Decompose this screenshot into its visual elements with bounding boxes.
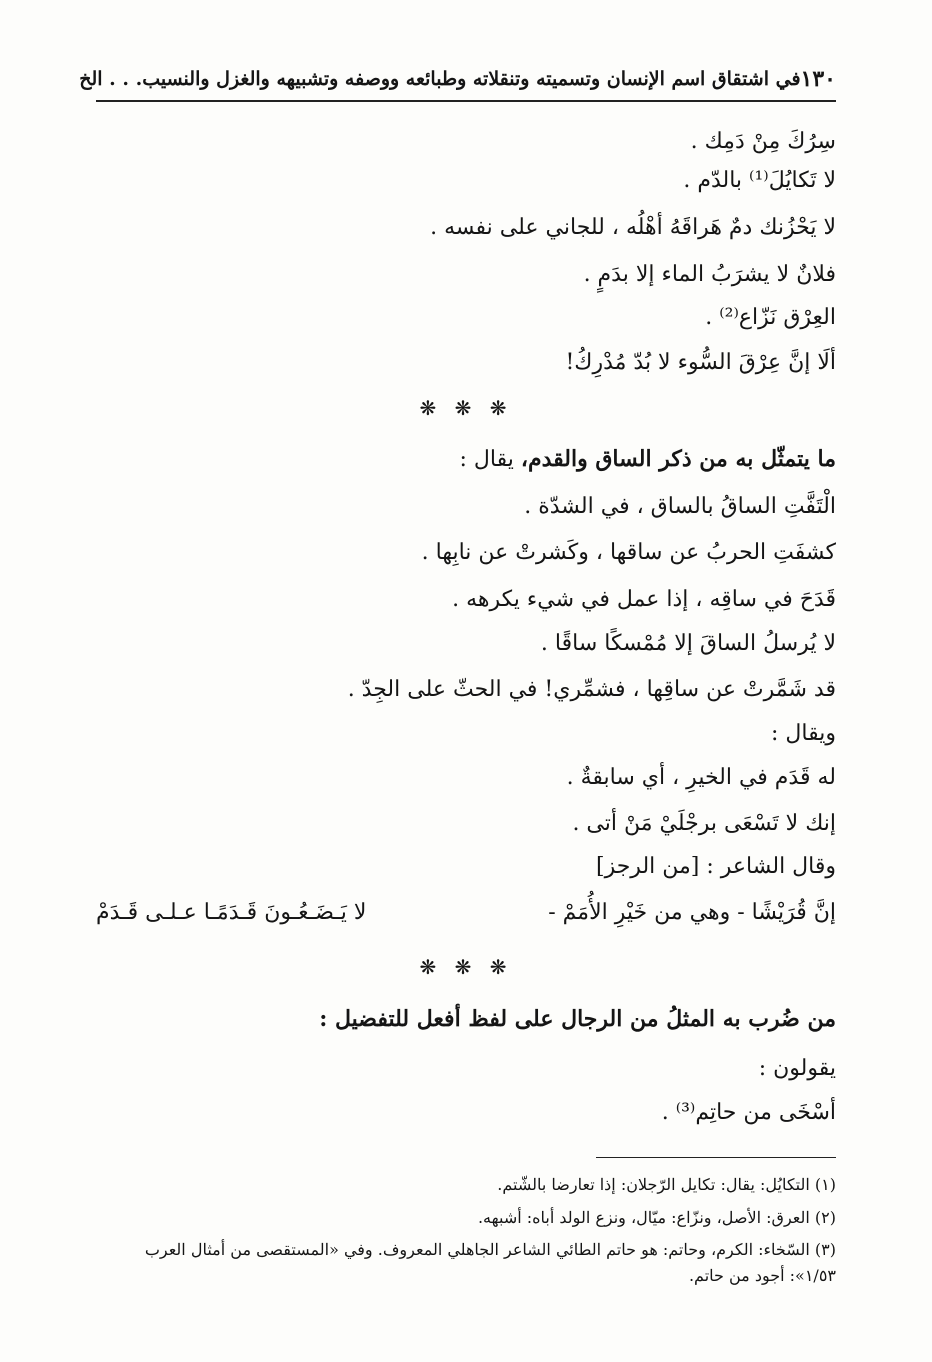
footnote-text: السّخاء: الكرم، وحاتم: هو حاتم الطائي الشاعر الجاهلي المعروف. وفي «المستقصى من أمثال العرب ١/٥٣»: أجود من حاتم. — [144, 1240, 836, 1285]
proverb-line: الْتَفَّتِ الساقُ بالساق ، في الشدّة . — [524, 494, 836, 519]
section-heading: من ضُرب به المثلُ من الرجال على لفظ أفعل للتفضيل : — [319, 1006, 836, 1032]
proverb-line: له قَدَم في الخيرِ ، أي سابقةٌ . — [566, 765, 836, 790]
section-heading — [96, 444, 836, 475]
verse-line — [96, 898, 836, 928]
proverb-line: العِرْق نَزّاع⁽²⁾ . — [705, 305, 836, 330]
verse-first-hemistich: إنَّ قُرَيْشًا - وهي من خَيْرِ الأُمَمْ - — [548, 900, 836, 925]
page-header — [79, 58, 836, 102]
footnote — [96, 1237, 836, 1289]
proverb-line: ألَا إنَّ عِرْقَ السُّوء لا بُدّ مُدْرِكُ! — [565, 350, 836, 375]
proverb-line: كشفَتِ الحربُ عن ساقها ، وكَشرتْ عن نابِها . — [421, 540, 836, 565]
proverb-line: فلانٌ لا يشرَبُ الماء إلا بدَمٍ . — [583, 262, 836, 287]
proverb-line: أسْخَى من حاتِم⁽³⁾ . — [661, 1100, 836, 1125]
proverb-line: لا يَحْزُنك دمٌ هَراقَهُ أهْلُه ، للجاني على نفسه . — [430, 215, 836, 240]
footnote-text: العرق: الأصل، ونزّاع: ميّال، ونزع الولد أباه: أشبهه. — [477, 1208, 810, 1227]
proverb-line: قَدَحَ في ساقِه ، إذا عمل في شيء يكرهه . — [452, 587, 836, 612]
footnote-number: (٢) — [814, 1208, 836, 1227]
poet-attribution: وقال الشاعر : [من الرجز] — [595, 854, 836, 879]
proverb-line: سِرُكَ مِنْ دَمِك . — [690, 129, 836, 154]
section-separator: ❋ ❋ ❋ — [419, 955, 513, 979]
verse-second-hemistich: لا يَـضَـعُـونَ قَـدَمًـا عـلـى قَـدَمْ — [96, 900, 367, 925]
proverb-line: إنك لا تَسْعَى برجْلَيْ مَنْ أتى . — [572, 811, 836, 836]
section-heading-tail: يقال : — [459, 447, 521, 472]
section-heading-label: ما يتمثّل به من ذكر الساق والقدم، — [520, 446, 836, 472]
running-title: في اشتقاق اسم الإنسان وتسميته وتنقلاته وطبائعه ووصفه وتشبيهه والغزل والنسيب. . . الخ — [79, 68, 801, 90]
proverb-line: قد شَمَّرتْ عن ساقِها ، فشمِّري! في الحثّ على الجِدّ . — [347, 677, 836, 702]
footnote-number: (١) — [814, 1175, 836, 1194]
footnote-number: (٣) — [814, 1240, 836, 1259]
section-separator: ❋ ❋ ❋ — [419, 396, 513, 420]
footnote — [96, 1205, 836, 1231]
footnote-divider — [596, 1157, 836, 1158]
proverb-line: ويقال : — [771, 721, 836, 746]
footnote-text: التكايُل: يقال: تكايل الرّجلان: إذا تعارضا بالشّتم. — [497, 1175, 810, 1194]
proverb-line: يقولون : — [758, 1056, 836, 1081]
footnote — [96, 1172, 836, 1198]
proverb-line: لا يُرسلُ الساقَ إلا مُمْسكًا ساقًا . — [540, 631, 836, 656]
page-number: ١٣٠ — [800, 66, 836, 92]
proverb-line: لا تَكايُلَ⁽¹⁾ بالدّم . — [683, 168, 836, 193]
